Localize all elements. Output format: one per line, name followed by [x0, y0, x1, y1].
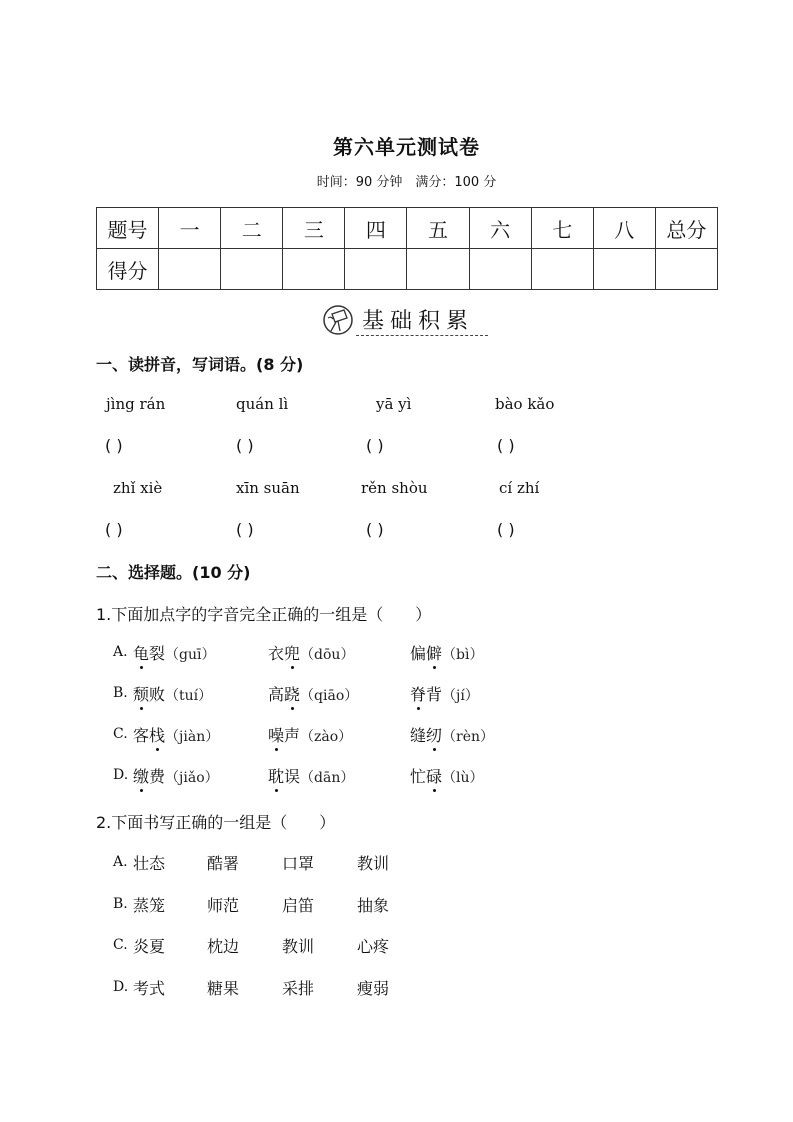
- word-post: 裂: [149, 644, 166, 663]
- answer-blank[interactable]: ( ): [366, 436, 384, 455]
- pinyin-annotation: （rèn）: [442, 729, 495, 745]
- word-with-pinyin: [268, 641, 354, 664]
- option-letter: D.: [113, 767, 129, 783]
- section1-heading: 一、读拼音，写词语。(8 分): [96, 355, 304, 374]
- score-cell[interactable]: [283, 249, 345, 290]
- word-pre: 忙: [410, 767, 427, 786]
- cell-q5: 五: [407, 208, 469, 249]
- answer-blank[interactable]: ( ): [497, 520, 515, 539]
- option-word: 教训: [282, 937, 315, 956]
- score-cell[interactable]: [469, 249, 531, 290]
- option-word: 瘦弱: [357, 979, 390, 998]
- option-letter: B.: [113, 685, 128, 701]
- dotted-char: 碌: [426, 764, 442, 787]
- option-label[interactable]: [113, 893, 128, 912]
- score-cell[interactable]: [345, 249, 407, 290]
- dotted-char: 兜: [284, 641, 300, 664]
- dotted-char: 跷: [284, 682, 300, 705]
- pinyin-annotation: （jiàn）: [165, 729, 220, 745]
- dotted-char: 僻: [426, 641, 442, 664]
- option-word: 考式: [133, 979, 166, 998]
- option-label[interactable]: [113, 764, 128, 783]
- pinyin-5: zhǐ xiè: [113, 479, 163, 497]
- pinyin-annotation: （jiǎo）: [165, 770, 219, 786]
- score-table: [96, 207, 718, 290]
- word-with-pinyin: [268, 764, 354, 787]
- page-title: 第六单元测试卷: [333, 135, 480, 159]
- option-word: 糖果: [207, 979, 240, 998]
- cell-q4: 四: [345, 208, 407, 249]
- word-with-pinyin: [410, 641, 483, 664]
- score-cell[interactable]: [655, 249, 717, 290]
- option-label[interactable]: [113, 641, 128, 660]
- score-cell[interactable]: [531, 249, 593, 290]
- word-pre: 衣: [268, 644, 285, 663]
- word-post: 声: [284, 726, 301, 745]
- dotted-char: 缴: [133, 764, 149, 787]
- answer-blank[interactable]: ( ): [497, 436, 515, 455]
- cell-q3: 三: [283, 208, 345, 249]
- banner-title: 基础积累: [362, 309, 475, 334]
- word-pre: 缝: [410, 726, 427, 745]
- dotted-char: 龟: [133, 641, 149, 664]
- score-table-score-row: [97, 249, 718, 290]
- exam-meta: 时间：90 分钟 满分：100 分: [316, 175, 497, 190]
- pinyin-annotation: （tuí）: [165, 688, 213, 704]
- cell-label: 题号: [97, 208, 159, 249]
- word-with-pinyin: [410, 764, 484, 787]
- word-with-pinyin: [133, 723, 219, 746]
- option-label[interactable]: [113, 682, 128, 701]
- score-cell[interactable]: [221, 249, 283, 290]
- option-letter: A.: [113, 854, 128, 870]
- banner-underline: [356, 335, 488, 336]
- cell-total: 总分: [655, 208, 717, 249]
- word-pre: 客: [133, 726, 150, 745]
- word-post: 误: [284, 767, 301, 786]
- score-cell[interactable]: [159, 249, 221, 290]
- word-with-pinyin: [133, 764, 219, 787]
- word-with-pinyin: [410, 682, 479, 705]
- option-word: 师范: [207, 896, 240, 915]
- pinyin-annotation: （jí）: [442, 688, 479, 704]
- option-label[interactable]: [113, 934, 128, 953]
- option-letter: C.: [113, 937, 128, 953]
- pinyin-annotation: （qiāo）: [300, 688, 359, 704]
- answer-blank[interactable]: ( ): [366, 520, 384, 539]
- dotted-char: 脊: [410, 682, 426, 705]
- word-pre: 高: [268, 685, 285, 704]
- option-letter: A.: [113, 644, 128, 660]
- option-word: 教训: [357, 854, 390, 873]
- dotted-char: 颓: [133, 682, 149, 705]
- cell-score-label: 得分: [97, 249, 159, 290]
- word-with-pinyin: [410, 723, 494, 746]
- option-letter: D.: [113, 979, 129, 995]
- option-word: 抽象: [357, 896, 390, 915]
- pinyin-annotation: （dōu）: [300, 647, 355, 663]
- option-label[interactable]: [113, 976, 128, 995]
- cell-q7: 七: [531, 208, 593, 249]
- pinyin-6: xīn suān: [236, 479, 300, 497]
- cell-q1: 一: [159, 208, 221, 249]
- pinyin-7: rěn shòu: [361, 479, 428, 497]
- word-with-pinyin: [133, 641, 216, 664]
- dotted-char: 纫: [426, 723, 442, 746]
- option-word: 枕边: [207, 937, 240, 956]
- pinyin-annotation: （dān）: [300, 770, 355, 786]
- question-2-stem: 2.下面书写正确的一组是（ ）: [96, 813, 336, 832]
- word-pre: 偏: [410, 644, 427, 663]
- option-label[interactable]: [113, 723, 128, 742]
- option-label[interactable]: [113, 851, 128, 870]
- option-word: 酷署: [207, 854, 240, 873]
- telescope-icon: [322, 304, 354, 336]
- answer-blank[interactable]: ( ): [105, 436, 123, 455]
- section2-heading: 二、选择题。(10 分): [96, 563, 251, 582]
- option-word: 壮态: [133, 854, 166, 873]
- score-cell[interactable]: [593, 249, 655, 290]
- score-table-header-row: [97, 208, 718, 249]
- answer-blank[interactable]: ( ): [236, 436, 254, 455]
- dotted-char: 栈: [149, 723, 165, 746]
- pinyin-annotation: （lù）: [442, 770, 484, 786]
- pinyin-3: yā yì: [376, 395, 412, 413]
- cell-q2: 二: [221, 208, 283, 249]
- pinyin-8: cí zhí: [499, 479, 540, 497]
- word-with-pinyin: [268, 723, 352, 746]
- word-with-pinyin: [268, 682, 358, 705]
- cell-q8: 八: [593, 208, 655, 249]
- pinyin-1: jìng rán: [106, 395, 166, 413]
- dotted-char: 耽: [268, 764, 284, 787]
- dotted-char: 噪: [268, 723, 284, 746]
- word-post: 败: [149, 685, 166, 704]
- option-letter: B.: [113, 896, 128, 912]
- cell-q6: 六: [469, 208, 531, 249]
- option-word: 心疼: [357, 937, 390, 956]
- answer-blank[interactable]: ( ): [105, 520, 123, 539]
- word-post: 费: [149, 767, 166, 786]
- option-letter: C.: [113, 726, 128, 742]
- option-word: 口罩: [282, 854, 315, 873]
- pinyin-4: bào kǎo: [495, 395, 555, 413]
- pinyin-annotation: （zào）: [300, 729, 353, 745]
- word-with-pinyin: [133, 682, 212, 705]
- word-post: 背: [426, 685, 443, 704]
- pinyin-2: quán lì: [236, 395, 289, 413]
- option-word: 启笛: [282, 896, 315, 915]
- question-1-stem: 1.下面加点字的字音完全正确的一组是（ ）: [96, 605, 432, 624]
- option-word: 蒸笼: [133, 896, 166, 915]
- pinyin-annotation: （bì）: [442, 647, 484, 663]
- option-word: 采排: [282, 979, 315, 998]
- option-word: 炎夏: [133, 937, 166, 956]
- answer-blank[interactable]: ( ): [236, 520, 254, 539]
- score-cell[interactable]: [407, 249, 469, 290]
- pinyin-annotation: （guī）: [165, 647, 216, 663]
